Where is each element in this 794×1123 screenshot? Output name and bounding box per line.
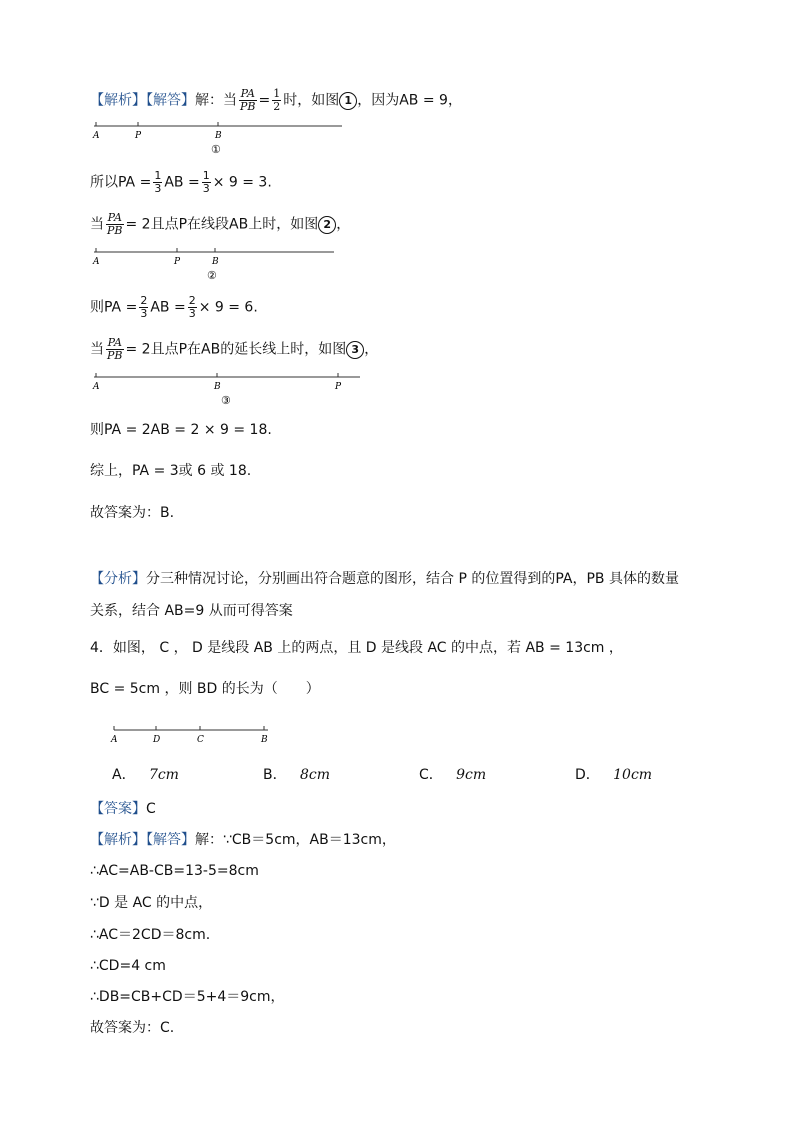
figure-caption: ① xyxy=(211,143,221,156)
figure-number-circle: 1 xyxy=(339,92,357,110)
label-p: P xyxy=(174,257,181,267)
fraction-half: $\frac{1}{2}$ xyxy=(273,87,281,113)
equals-sign: = xyxy=(258,92,271,109)
label-c: C xyxy=(197,735,204,745)
analysis-tag: 【解析】 xyxy=(90,92,146,109)
case2-line: 当 $\frac{PA}{PB}$ = 2且点P在线段AB上时，如图 2 ， xyxy=(90,211,351,237)
label-b: B xyxy=(215,131,222,141)
step-5: ∴CD=4 cm xyxy=(90,958,166,974)
result3-line: 则PA = 2AB = 2 × 9 = 18. xyxy=(90,422,272,438)
figure-1-segment xyxy=(90,118,350,158)
fenxi-tag: 【分析】 xyxy=(90,571,146,587)
label-b: B xyxy=(214,382,221,392)
step-7: 故答案为：C. xyxy=(90,1020,175,1036)
option-b[interactable]: B． 8cm xyxy=(263,767,330,783)
fenxi-line-2: 关系，结合 AB=9 从而可得答案 xyxy=(90,603,293,619)
result2-line: 则PA = $\frac{2}{3}$ AB = $\frac{2}{3}$ × 9 = 6. xyxy=(90,294,258,320)
question4-figure xyxy=(108,722,278,748)
step-6: ∴DB=CB+CD＝5+4＝9cm， xyxy=(90,989,285,1005)
fraction-two-thirds-2: $\frac{2}{3}$ xyxy=(188,294,196,320)
step-3: ∵D 是 AC 的中点， xyxy=(90,895,213,911)
case1-because: ，因为AB = 9， xyxy=(357,92,462,109)
step-1: 【解析】【解答】解：∵CB＝5cm，AB＝13cm， xyxy=(90,832,396,848)
fraction-pa-pb: $\frac{PA}{PB}$ xyxy=(240,87,256,113)
option-d[interactable]: D． 10cm xyxy=(575,767,653,783)
option-a[interactable]: A． 7cm xyxy=(112,767,179,783)
label-a: A xyxy=(111,735,118,745)
summary-line: 综上，PA = 3或 6 或 18. xyxy=(90,463,252,479)
fraction-pa-pb-3: $\frac{PA}{PB}$ xyxy=(107,336,123,362)
case1-line xyxy=(90,88,462,113)
label-p: P xyxy=(135,131,142,141)
figure-number-circle: 3 xyxy=(346,341,364,359)
figure-caption: ② xyxy=(207,269,217,282)
daan-tag: 【答案】 xyxy=(90,801,146,817)
figure-3-segment xyxy=(90,369,365,409)
label-b: B xyxy=(261,735,268,745)
result1-line: 所以PA = $\frac{1}{3}$ AB = $\frac{1}{3}$ × 9 = 3. xyxy=(90,169,272,195)
label-a: A xyxy=(93,257,100,267)
step-4: ∴AC＝2CD＝8cm. xyxy=(90,927,211,943)
question4-line2: BC = 5cm ，则 BD 的长为（ ） xyxy=(90,681,320,697)
answer-tag: 【解答】 xyxy=(146,832,195,848)
label-b: B xyxy=(212,257,219,267)
fraction-two-thirds: $\frac{2}{3}$ xyxy=(140,294,148,320)
fraction-one-third-2: $\frac{1}{3}$ xyxy=(202,169,210,195)
case3-line: 当 $\frac{PA}{PB}$ = 2且点P在AB的延长线上时，如图 3 ， xyxy=(90,336,379,362)
label-a: A xyxy=(93,131,100,141)
case1-post: 时，如图 xyxy=(283,92,340,109)
case1-pre: 解：当 xyxy=(195,92,237,109)
question4-line1: 4．如图， C ， D 是线段 AB 上的两点，且 D 是线段 AC 的中点，若 AB = 13cm ， xyxy=(90,640,623,656)
answer-line xyxy=(90,799,156,819)
answer-tag: 【解答】 xyxy=(146,92,195,109)
fenxi-line: 【分析】分三种情况讨论，分别画出符合题意的图形，结合 P 的位置得到的PA，PB 具体的数量 xyxy=(90,571,679,587)
step-2: ∴AC=AB-CB=13-5=8cm xyxy=(90,863,259,879)
fraction-one-third: $\frac{1}{3}$ xyxy=(154,169,162,195)
conclusion-line: 故答案为：B. xyxy=(90,505,175,521)
label-d: D xyxy=(153,735,161,745)
label-p: P xyxy=(335,382,342,392)
figure-caption: ③ xyxy=(221,394,231,407)
label-a: A xyxy=(93,382,100,392)
analysis-tag: 【解析】 xyxy=(90,832,146,848)
option-c[interactable]: C． 9cm xyxy=(419,767,487,783)
figure-number-circle: 2 xyxy=(318,216,336,234)
figure-2-segment xyxy=(90,244,350,284)
answer-value: C xyxy=(146,801,156,817)
fraction-pa-pb-2: $\frac{PA}{PB}$ xyxy=(107,211,123,237)
